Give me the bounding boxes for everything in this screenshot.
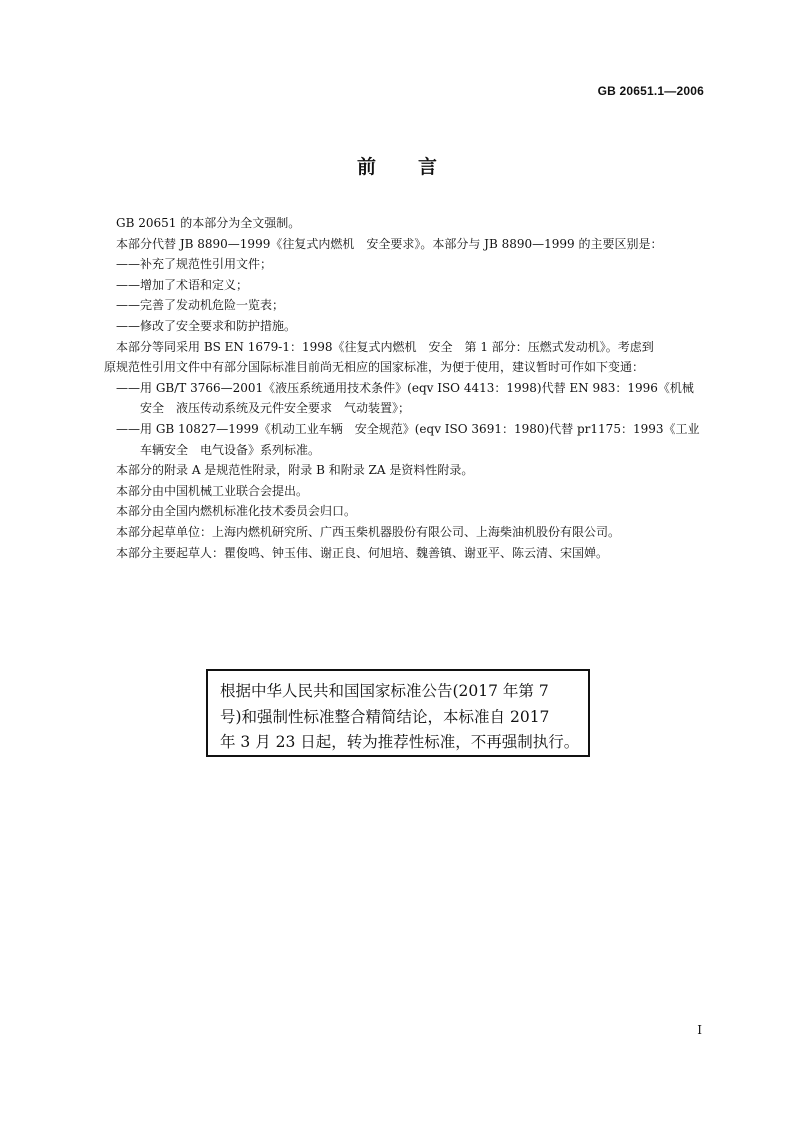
list-item-continuation: 安全 液压传动系统及元件安全要求 气动装置》； [140,401,411,416]
list-item: ——用 GB 10827—1999《机动工业车辆 安全规范》(eqv ISO 3691：1980)代替 pr1175：1993《工业 [116,421,700,436]
list-item-continuation: 车辆安全 电气设备》系列标准。 [140,442,321,457]
list-item: ——补充了规范性引用文件； [116,257,273,272]
notice-line: 年 3 月 23 日起，转为推荐性标准，不再强制执行。 [220,733,580,751]
paragraph: 本部分主要起草人：瞿俊鸣、钟玉伟、谢正良、何旭培、魏善镇、谢亚平、陈云清、宋国婵。 [116,545,609,560]
list-item: ——修改了安全要求和防护措施。 [116,318,297,333]
notice-box [206,669,590,757]
paragraph: GB 20651 的本部分为全文强制。 [116,216,301,230]
page-title: 前言 [356,156,479,178]
list-item: ——完善了发动机危险一览表； [116,298,285,313]
paragraph: 本部分起草单位：上海内燃机研究所、广西玉柴机器股份有限公司、上海柴油机股份有限公司。 [116,524,621,539]
paragraph: 本部分的附录 A 是规范性附录，附录 B 和附录 ZA 是资料性附录。 [116,463,474,478]
paragraph: 本部分等同采用 BS EN 1679-1：1998《往复式内燃机 安全 第 1 部分：压燃式发动机》。考虑到 [116,339,654,354]
foreword-body [104,213,706,563]
paragraph: 本部分由全国内燃机标准化技术委员会归口。 [116,504,357,519]
paragraph: 本部分代替 JB 8890—1999《往复式内燃机 安全要求》。本部分与 JB 8890—1999 的主要区别是： [116,236,663,251]
paragraph: 本部分由中国机械工业联合会提出。 [116,483,309,498]
page-number: I [697,1023,702,1037]
paragraph: 原规范性引用文件中有部分国际标准目前尚无相应的国家标准，为便于使用，建议暂时可作如下变通： [104,360,645,375]
standard-number: GB 20651.1—2006 [597,84,704,98]
notice-line: 根据中华人民共和国国家标准公告(2017 年第 7 [220,682,549,700]
list-item: ——增加了术语和定义； [116,277,249,292]
notice-line: 号)和强制性标准整合精简结论，本标准自 2017 [220,707,550,726]
list-item: ——用 GB/T 3766—2001《液压系统通用技术条件》(eqv ISO 4413：1998)代替 EN 983：1996《机械 [116,380,694,395]
